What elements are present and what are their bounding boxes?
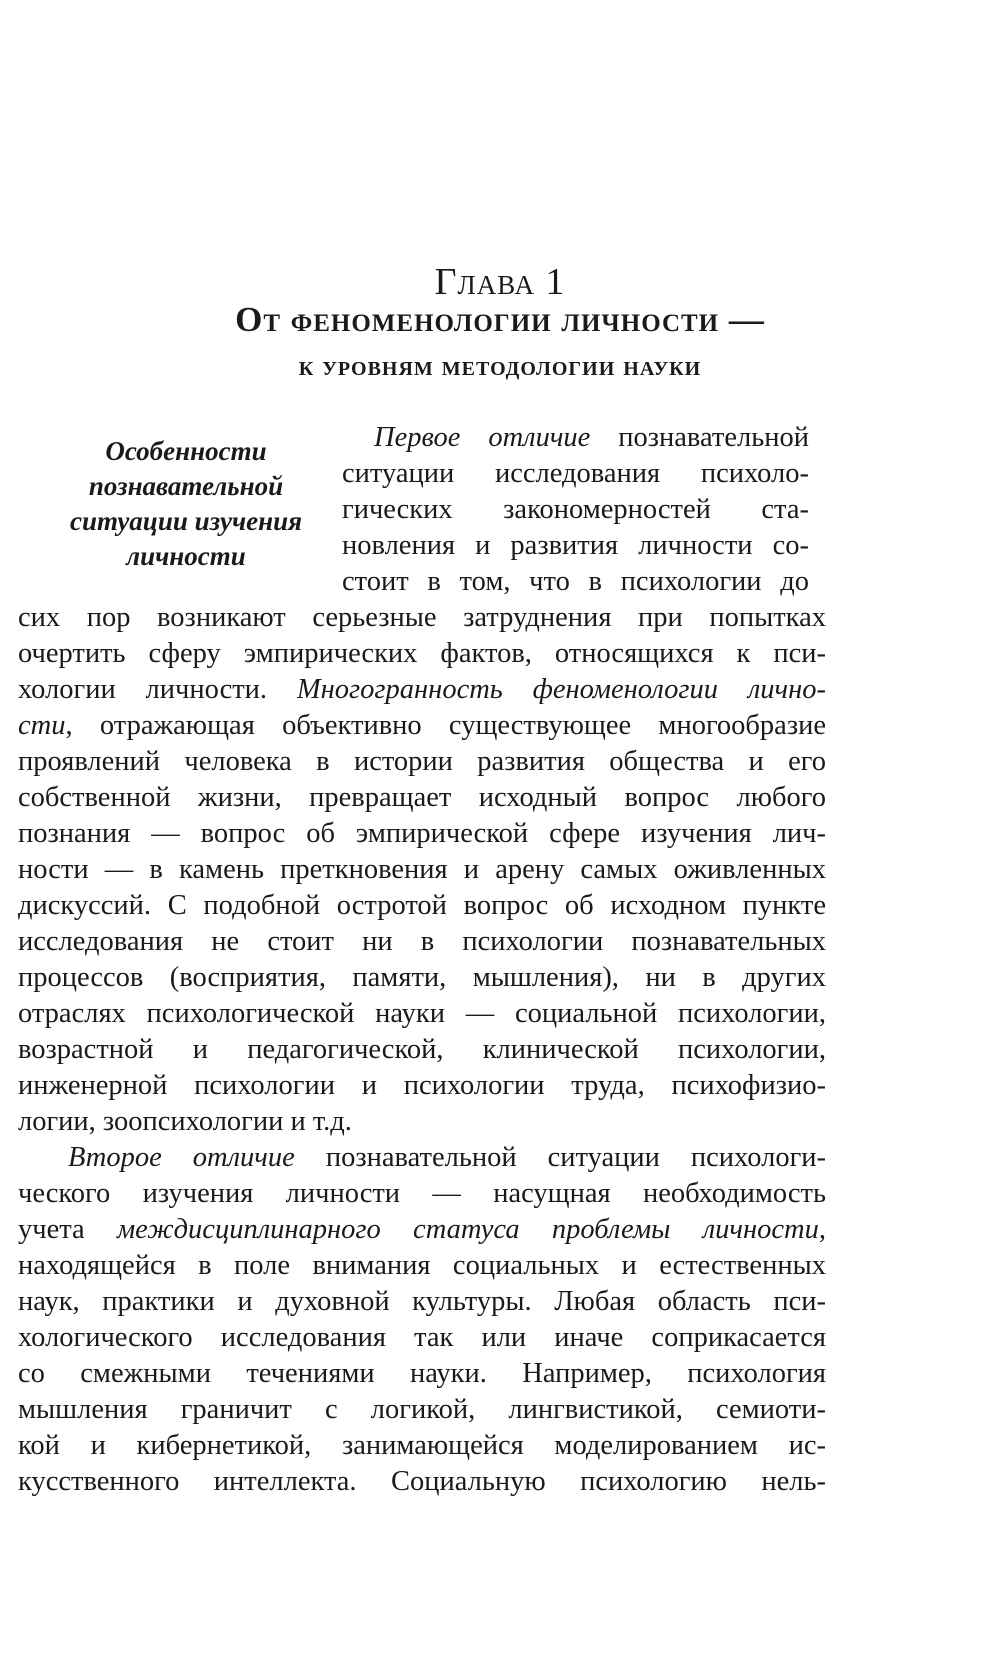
text-line: проявлений человека в истории развития общества и его	[18, 746, 826, 777]
text-line: Второе отличие познавательной ситуации психологи-	[68, 1142, 827, 1173]
text-line: процессов (восприятия, памяти, мышления), ни в других	[18, 962, 826, 993]
text-line: отраслях психологической науки — социальной психологии,	[18, 998, 826, 1029]
text-line: находящейся в поле внимания социальных и естественных	[18, 1250, 826, 1281]
text-line: сих пор возникают серьезные затруднения при попытках	[18, 602, 826, 633]
text-line: учета междисциплинарного статуса проблемы личности,	[18, 1214, 826, 1245]
margin-subheading	[30, 434, 342, 574]
chapter-title-line-1: От феноменологии личности —	[235, 300, 765, 339]
text-line: со смежными течениями науки. Например, психология	[18, 1358, 826, 1389]
margin-subheading-line: Особенности	[105, 436, 267, 466]
emphasis: Второе отличие	[68, 1142, 295, 1173]
chapter-label: Глава 1	[434, 261, 566, 303]
text-line: инженерной психологии и психологии труда, психофизио-	[18, 1070, 826, 1101]
emphasis: Многогранность феноменологии лично-	[296, 674, 826, 705]
margin-subheading-line: познавательной	[88, 471, 284, 501]
text-line: собственной жизни, превращает исходный вопрос любого	[18, 782, 826, 813]
text-line: хологии личности. Многогранность феноменологии лично-	[18, 674, 826, 705]
text-line: мышления граничит с логикой, лингвистикой, семиоти-	[18, 1394, 826, 1425]
text-line: гических закономерностей ста-	[342, 494, 809, 525]
margin-subheading-line: ситуации изучения	[69, 506, 303, 536]
text-line: ности — в камень преткновения и арену самых оживленных	[18, 854, 826, 885]
text-line: стоит в том, что в психологии до	[342, 566, 809, 597]
emphasis: Первое отличие	[374, 422, 591, 453]
text-line: логии, зоопсихологии и т.д.	[18, 1106, 352, 1137]
text-line: хологического исследования так или иначе соприкасается	[18, 1322, 826, 1353]
emphasis: междисциплинарного статуса проблемы личности	[116, 1214, 819, 1245]
emphasis: сти	[18, 710, 66, 741]
text-line: новления и развития личности со-	[342, 530, 809, 561]
text-line: исследования не стоит ни в психологии познавательных	[18, 926, 826, 957]
text-line: сти, отражающая объективно существующее многообразие	[18, 710, 826, 741]
text-line: ситуации исследования психоло-	[342, 458, 809, 489]
margin-subheading-line: личности	[126, 541, 246, 571]
text-line: познания — вопрос об эмпирической сфере изучения лич-	[18, 818, 826, 849]
text-line: наук, практики и духовной культуры. Любая область пси-	[18, 1286, 826, 1317]
text-line: очертить сферу эмпирических фактов, относящихся к пси-	[18, 638, 826, 669]
text-line: Первое отличие познавательной	[374, 422, 809, 453]
text-line: кой и кибернетикой, занимающейся моделированием ис-	[18, 1430, 826, 1461]
text-line: ческого изучения личности — насущная необходимость	[18, 1178, 826, 1209]
text-line: возрастной и педагогической, клинической психологии,	[18, 1034, 826, 1065]
text-line: кусственного интеллекта. Социальную психологию нель-	[18, 1466, 826, 1497]
text-line: дискуссий. С подобной остротой вопрос об исходном пункте	[18, 890, 826, 921]
chapter-title-line-2: к уровням методологии науки	[298, 351, 702, 382]
